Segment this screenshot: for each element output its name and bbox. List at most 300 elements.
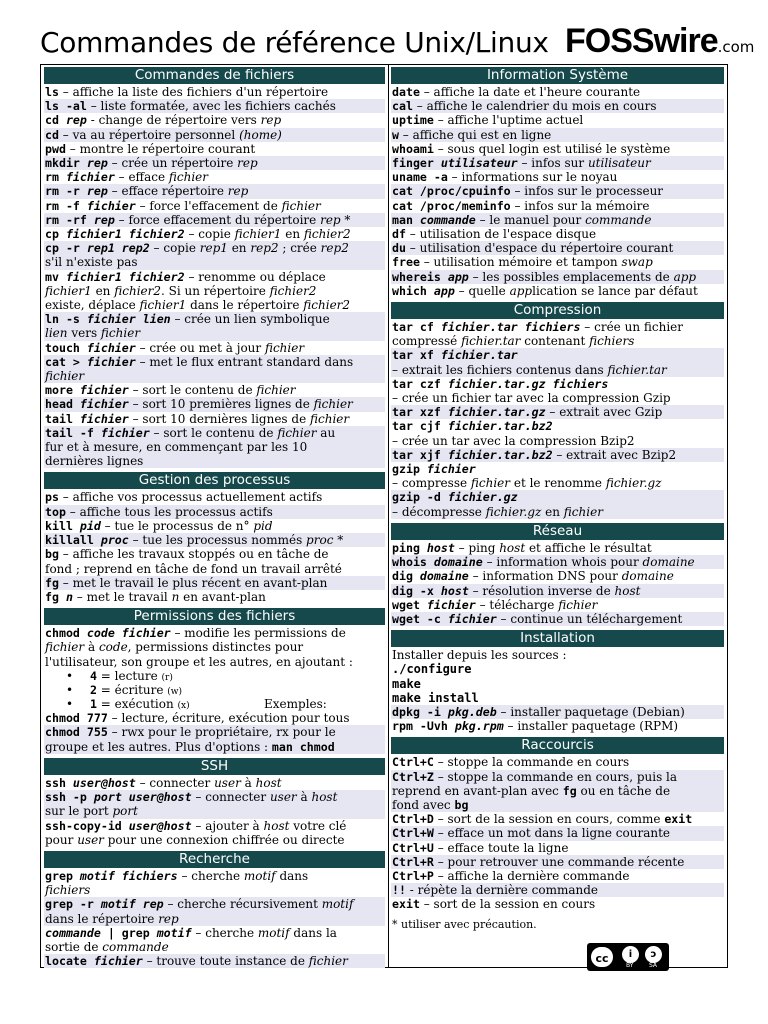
command-argument: rep [86, 156, 108, 171]
command-row [391, 241, 724, 255]
sa-icon: ↄ [645, 946, 662, 963]
description-text: – cherche récursivement [163, 897, 322, 912]
command-text: tar cjf [392, 419, 448, 434]
command-row [44, 99, 385, 113]
command-argument: motif [156, 925, 192, 940]
command-row [44, 711, 385, 725]
command-argument: fichier [100, 425, 150, 440]
description-text: – affiche la liste des fichiers d'un répertoire [58, 85, 329, 99]
description-text: – sort le contenu de [128, 383, 257, 398]
description-text: compressé [392, 334, 462, 349]
command-text: rm -f [45, 198, 87, 213]
command-text: wget -c [392, 611, 448, 626]
description-text: – installer paquetage (RPM) [503, 719, 679, 734]
description-text: – télécharge [475, 597, 559, 612]
command-text: chmod 755 [45, 725, 108, 740]
command-text: tar cf [392, 320, 441, 335]
description-text: – extrait les fichiers contenus dans [392, 362, 608, 377]
section-permissions-des-fichiers [44, 608, 385, 754]
command-row [44, 142, 385, 156]
argument-reference: rep [260, 113, 282, 128]
command-row [391, 419, 724, 447]
section-installation [391, 630, 724, 733]
argument-reference: commande [102, 939, 169, 954]
description-text: – liste formatée, avec les fichiers cachés [86, 99, 336, 114]
description-text: – crée un tar avec la compression Bzip2 [392, 433, 635, 448]
description-text: - répète la dernière commande [405, 883, 599, 898]
description-text: l'utilisateur, son groupe et les autres, en ajoutant : [45, 654, 353, 669]
description-text: lication se lance par défaut [532, 283, 698, 298]
description-text: – met le travail le plus récent en avant-plan [58, 575, 328, 590]
description-text: – met le flux entrant standard dans [135, 354, 354, 369]
command-text: cd [45, 127, 59, 142]
command-text: cat /proc/meminfo [392, 198, 511, 213]
command-text: man [392, 212, 420, 227]
command-text: dig [392, 569, 420, 584]
command-argument: rep [93, 212, 115, 227]
description-text: – force effacement du répertoire [114, 212, 321, 227]
command-row [391, 584, 724, 598]
command-row [391, 541, 724, 555]
description-text: – crée un lien symbolique [170, 312, 330, 327]
command-text: whoami [392, 141, 434, 156]
description-text: en [281, 227, 304, 242]
argument-reference: motif [243, 868, 276, 883]
command-text: dpkg -i [392, 704, 448, 719]
command-row [391, 128, 724, 142]
command-argument: fichier.tar fichiers [440, 320, 581, 335]
description-text: vers [67, 326, 101, 341]
install-source-step: ./configure [392, 662, 472, 677]
section-gestion-des-processus [44, 472, 385, 604]
command-row [391, 270, 724, 284]
command-row [44, 113, 385, 127]
permission-digit: 1 [90, 697, 97, 712]
argument-reference: (home) [239, 127, 282, 142]
argument-reference: pid [253, 518, 273, 533]
description-text: – affiche l'uptime actuel [433, 113, 584, 128]
command-text: uptime [392, 113, 434, 128]
command-argument: rep1 rep2 [86, 241, 150, 256]
command-row [44, 341, 385, 355]
description-text: – affiche tous les processus actifs [65, 504, 273, 519]
command-text: ps [45, 490, 59, 505]
command-text: killall [45, 533, 101, 548]
command-text: more [45, 383, 80, 398]
argument-reference: fichier1 [45, 283, 92, 298]
description-text: en [227, 241, 251, 256]
command-row [44, 505, 385, 519]
command-row [391, 569, 724, 583]
description-text: – connecter [135, 775, 215, 790]
command-text: gzip -d [392, 490, 448, 505]
permission-bullet [44, 683, 385, 697]
description-text: – modifie les permissions de [170, 626, 346, 641]
command-text: Ctrl+P [392, 868, 434, 883]
description-text: fond ; reprend en tâche de fond un travail arrêté [45, 561, 342, 576]
description-text: – crée ou met à jour [135, 340, 265, 355]
command-row [44, 490, 385, 504]
description-text: – infos sur la mémoire [510, 198, 650, 213]
description-text: – tue le processus de n° [100, 518, 254, 533]
description-text: – le manuel pour [475, 212, 586, 227]
description-text: – compresse [392, 476, 471, 491]
command-argument: fichier [86, 354, 136, 369]
command-text: ssh-copy-id [45, 818, 129, 833]
command-row [44, 241, 385, 269]
description-text: – crée un fichier [580, 320, 683, 335]
permission-meaning: = exécution [96, 697, 178, 712]
description-text: – efface répertoire [107, 184, 228, 199]
section-header: Recherche [44, 851, 385, 868]
description-text: votre clé [289, 818, 347, 833]
logo-suffix: .com [717, 38, 755, 56]
command-row [391, 555, 724, 569]
argument-reference: fichier.tar [607, 362, 667, 377]
command-row [391, 99, 724, 113]
argument-reference: fichier.gz [485, 504, 542, 519]
argument-reference: app [509, 283, 533, 298]
command-text: rm [45, 170, 66, 185]
command-row [44, 533, 385, 547]
command-text: Ctrl+D [392, 812, 434, 827]
command-argument: fichier [426, 462, 476, 477]
permission-meaning: = lecture [96, 668, 162, 683]
command-text: mv [45, 269, 66, 284]
description-text: – affiche la dernière commande [433, 868, 630, 883]
command-row [44, 170, 385, 184]
command-argument: host [426, 540, 455, 555]
command-text: rm -r [45, 184, 87, 199]
description-text: – extrait avec Bzip2 [552, 447, 677, 462]
argument-reference: utilisateur [587, 156, 651, 171]
argument-reference: fichier [558, 597, 598, 612]
description-text: – infos sur [517, 156, 588, 171]
description-text: dernières lignes [45, 454, 144, 469]
sa-label: SA [649, 962, 658, 969]
command-argument: motif fichiers [79, 868, 178, 883]
description-text: au [316, 425, 336, 440]
command-row [391, 156, 724, 170]
command-argument: user@host [128, 818, 192, 833]
section-header: Gestion des processus [44, 472, 385, 489]
command-text: | grep [100, 925, 157, 940]
command-text: rm -rf [45, 212, 94, 227]
description-text: – les possibles emplacements de [468, 269, 674, 284]
command-row [391, 184, 724, 198]
command-row [391, 719, 724, 733]
argument-reference: rep [227, 184, 249, 199]
command-row [44, 383, 385, 397]
command-argument: fichier [447, 611, 497, 626]
permission-bullet [44, 697, 385, 711]
description-text: pour une connexion chiffrée ou directe [103, 832, 345, 847]
command-argument: fichier [93, 954, 143, 969]
command-row [44, 547, 385, 575]
description-text: – crée un répertoire [107, 156, 238, 171]
command-row [44, 270, 385, 313]
description-text: existe, déplace [45, 298, 140, 313]
command-row [44, 199, 385, 213]
description-text: . Si un répertoire [161, 283, 270, 298]
command-text: cat > [45, 354, 87, 369]
description-text: * [340, 212, 351, 227]
command-argument: fichier1 fichier2 [65, 269, 185, 284]
command-argument: domaine [419, 569, 469, 584]
description-text: – quelle [454, 283, 510, 298]
description-text: – montre le répertoire courant [65, 141, 256, 156]
command-row [44, 312, 385, 340]
permission-value [90, 697, 190, 713]
command-argument: fichier.tar.bz2 [447, 447, 553, 462]
description-text: s'il n'existe pas [45, 255, 138, 270]
command-row [391, 348, 724, 376]
argument-reference: rep2 [250, 241, 279, 256]
description-text: – utilisation mémoire et tampon [419, 255, 622, 270]
command-text: finger [392, 156, 441, 171]
command-text: kill [45, 518, 80, 533]
permission-bullet [44, 669, 385, 683]
command-text: Ctrl+C [392, 755, 434, 770]
argument-reference: fichier [308, 954, 348, 969]
description-text: pour [45, 832, 78, 847]
argument-reference: fichiers [45, 883, 91, 898]
command-text: Ctrl+W [392, 826, 434, 841]
argument-reference: fichier.tar [461, 334, 521, 349]
section-header: Permissions des fichiers [44, 608, 385, 625]
command-row [391, 897, 724, 911]
command-argument: motif rep [100, 897, 164, 912]
command-text: ping [392, 540, 427, 555]
description-text: – information DNS pour [468, 569, 622, 584]
description-text: – trouve toute instance de [142, 954, 309, 969]
description-text: – va au répertoire personnel [58, 127, 240, 142]
command-text: fg [45, 589, 66, 604]
argument-reference: swap [621, 255, 653, 270]
argument-reference: fichier [100, 326, 141, 341]
command-row [391, 855, 724, 869]
command-row [44, 426, 385, 469]
section-header: Compression [391, 302, 724, 319]
install-source-step: make [392, 676, 421, 691]
command-text: df [392, 227, 406, 242]
argument-reference: app [673, 269, 697, 284]
command-row [391, 227, 724, 241]
command-row [44, 790, 385, 818]
command-text: cat /proc/cpuinfo [392, 184, 511, 199]
argument-reference: fichier [168, 170, 209, 185]
description-text: – résolution inverse de [468, 583, 615, 598]
command-argument: commande [45, 925, 101, 940]
argument-reference: fichier [45, 640, 85, 655]
description-text: – ping [454, 540, 500, 555]
description-text: – renomme ou déplace [184, 269, 326, 284]
cc-license-badge [587, 943, 669, 971]
argument-reference: fichier [277, 425, 317, 440]
command-text: w [392, 127, 399, 142]
description-text: contenant [520, 334, 590, 349]
description-text: – efface toute la ligne [433, 840, 569, 855]
permission-letter: (r) [161, 672, 173, 683]
command-text: ssh [45, 775, 73, 790]
description-text: – crée un fichier tar avec la compression Gzip [392, 391, 671, 406]
description-text: , permissions distinctes pour [127, 640, 304, 655]
description-text: fur et à mesure, en commençant par les 10 [45, 440, 308, 455]
argument-reference: host [499, 540, 526, 555]
command-text: Ctrl+U [392, 840, 434, 855]
argument-reference: fichier [470, 476, 511, 491]
command-argument: code fichier [86, 626, 171, 641]
command-row [44, 412, 385, 426]
command-argument: pkg.deb [447, 704, 497, 719]
command-argument: fichier.tar.gz fichiers [447, 376, 609, 391]
command-row [391, 377, 724, 405]
command-row [391, 841, 724, 855]
description-text: – connecter [191, 790, 270, 805]
description-text: – lecture, écriture, exécution pour tous [107, 711, 350, 726]
section-ssh [44, 758, 385, 847]
description-text: dans [275, 868, 309, 883]
section-header: SSH [44, 758, 385, 775]
command-row [391, 612, 724, 626]
command-argument: rep [65, 113, 87, 128]
description-text: fond avec [392, 797, 455, 812]
description-text: et le renomme [510, 476, 606, 491]
command-text: cd [45, 113, 66, 128]
description-text: – sort 10 premières lignes de [128, 397, 314, 412]
description-text: - change de répertoire vers [86, 113, 261, 128]
argument-reference: commande [585, 212, 652, 227]
section-reseau [391, 523, 724, 626]
description-text: – tue les processus nommés [128, 533, 307, 548]
command-text: tar xzf [392, 405, 448, 420]
command-argument: fichier [86, 340, 136, 355]
command-text: top [45, 504, 66, 519]
argument-reference: fichier2 [303, 298, 351, 313]
argument-reference: user [77, 832, 104, 847]
command-text: whois [392, 555, 434, 570]
command-row [391, 448, 724, 462]
page-title: Commandes de référence Unix/Linux [40, 26, 549, 59]
command-text: grep [45, 868, 80, 883]
section-raccourcis [391, 737, 724, 911]
argument-reference: domaine [642, 555, 695, 570]
command-text: ls [45, 85, 59, 99]
command-argument: port user@host [93, 790, 192, 805]
description-text: – pour retrouver une commande récente [433, 854, 685, 869]
command-row [44, 897, 385, 925]
command-row [391, 255, 724, 269]
command-row [391, 284, 724, 298]
command-row [391, 812, 724, 826]
description-text: – utilisation de l'espace disque [405, 227, 597, 242]
command-row [391, 213, 724, 227]
command-argument: pid [79, 518, 101, 533]
description-text: – affiche vos processus actuellement actifs [58, 490, 323, 505]
command-text: man chmod [271, 739, 335, 754]
command-row [391, 755, 724, 769]
command-text: ln -s [45, 312, 87, 327]
command-argument: fichier.gz [447, 490, 518, 505]
by-label: BY [626, 962, 634, 969]
section-header: Raccourcis [391, 737, 724, 754]
description-text: – met le travail [72, 589, 172, 604]
command-row [44, 355, 385, 383]
description-text: – efface un mot dans la ligne courante [433, 826, 671, 841]
argument-reference: fichier2 [303, 227, 351, 242]
command-text: head [45, 397, 80, 412]
command-text: exit [664, 812, 693, 827]
command-text: mkdir [45, 156, 87, 171]
description-text: à [240, 775, 256, 790]
description-text: – informations sur le noyau [447, 170, 618, 185]
command-row [44, 85, 385, 99]
command-row [44, 926, 385, 954]
command-text: fg [45, 575, 59, 590]
command-row [391, 705, 724, 719]
description-text: – infos sur le processeur [510, 184, 664, 199]
section-header: Réseau [391, 523, 724, 540]
permission-digit: 4 [90, 668, 97, 683]
command-row [391, 826, 724, 840]
command-row [44, 776, 385, 790]
command-row [44, 184, 385, 198]
reference-sheet [40, 64, 728, 968]
command-argument: fichier.tar.gz [447, 405, 546, 420]
argument-reference: motif [321, 897, 354, 912]
command-row [391, 770, 724, 813]
argument-reference: user [214, 775, 241, 790]
command-argument: fichier.tar [440, 348, 518, 363]
command-row [44, 156, 385, 170]
bullet-icon: • [66, 668, 74, 683]
command-argument: fichier lien [86, 312, 171, 327]
command-argument: fichier1 fichier2 [65, 227, 185, 242]
command-argument: n [65, 589, 73, 604]
command-row [391, 85, 724, 99]
description-text: à [296, 790, 312, 805]
command-text: bg [45, 547, 59, 562]
logo-brand: FOSSwire [565, 22, 718, 60]
description-text: – copie [149, 241, 200, 256]
install-source-step: make install [392, 690, 479, 705]
command-row [391, 170, 724, 184]
right-column [391, 67, 724, 931]
command-row [44, 397, 385, 411]
command-text: tar xjf [392, 447, 448, 462]
section-header: Installation [391, 630, 724, 647]
command-text: cp -r [45, 241, 87, 256]
description-text: – stoppe la commande en cours, puis la [433, 769, 678, 784]
command-text: whereis [392, 269, 448, 284]
bullet-icon: • [66, 682, 74, 697]
description-text: dans la [289, 925, 337, 940]
command-text: tail [45, 411, 80, 426]
command-row [44, 590, 385, 604]
argument-reference: fichiers [589, 334, 635, 349]
section-compression [391, 302, 724, 519]
command-text: cp [45, 227, 66, 242]
command-text: touch [45, 340, 87, 355]
description-text: sur le port [45, 804, 113, 819]
command-argument: pkg.rpm [454, 719, 504, 734]
argument-reference: fichier1 [234, 227, 282, 242]
command-argument: fichier.tar.bz2 [447, 419, 553, 434]
permission-meaning: = écriture [96, 682, 168, 697]
argument-reference: fichier [310, 411, 350, 426]
command-text: tar czf [392, 376, 448, 391]
description-text: – information whois pour [482, 555, 643, 570]
